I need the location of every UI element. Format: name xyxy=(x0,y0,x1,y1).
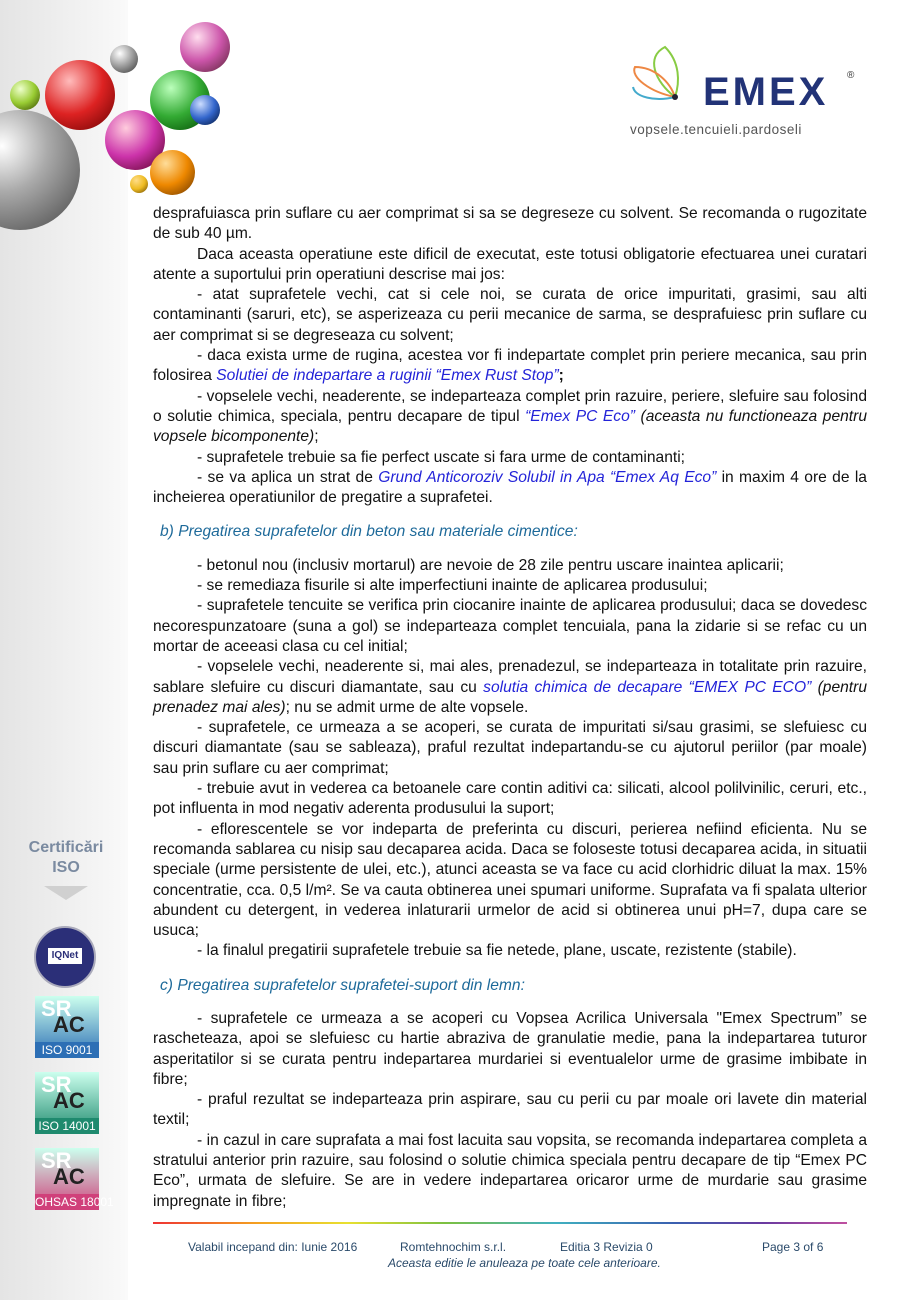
footer-note: Aceasta editie le anuleaza pe toate cele anterioare. xyxy=(388,1256,661,1270)
footer-valid: Valabil incepand din: Iunie 2016 xyxy=(188,1240,358,1254)
paragraph xyxy=(153,1131,867,1212)
text-run: - se remediaza fisurile si alte imperfectiuni inainte de aplicarea produsului; xyxy=(197,577,708,595)
badge-ac: AC xyxy=(53,1012,85,1037)
text-run: - atat suprafetele vechi, cat si cele noi, se curata de orice impuritati, grasimi, sau alti contaminanti (saruri, etc), se asperizeaza cu perii mecanice de sarma, se desprafuiesc prin suflare cu aer comprimat si se degreseaza cu solvent; xyxy=(153,286,867,344)
emex-logo: EMEX ® vopsele.tencuieli.pardoseli xyxy=(625,40,865,140)
paragraph xyxy=(153,657,867,718)
text-run: - suprafetele trebuie sa fie perfect uscate si fara urme de contaminanti; xyxy=(197,448,685,466)
cert-subtitle: ISO xyxy=(52,859,80,876)
paragraph xyxy=(153,576,867,596)
butterfly-icon xyxy=(625,42,695,112)
text-run: Daca aceasta operatiune este dificil de executat, este totusi obligatorie efectuarea unei curatari atente a suportului prin operatiuni descrise mai jos: xyxy=(153,245,867,283)
paragraph xyxy=(153,285,867,346)
text-run: (aceasta nu functioneaza pentru vopsele bicomponente) xyxy=(153,407,867,446)
paragraph xyxy=(153,779,867,820)
text-run: (pentru prenadez mai ales) xyxy=(153,678,867,716)
paragraph xyxy=(153,204,867,245)
text-run: - vopselele vechi, neaderente, se indeparteaza complet prin razuire, periere, slefuire sau folosind o solutie chimica, speciala, pentru decapare de tipul xyxy=(153,387,867,425)
text-run: - daca exista urme de rugina, acestea vor fi indepartate complet prin periere mecanica, sau prin folosirea xyxy=(153,347,867,385)
text-run: - trebuie avut in vederea ca betoanele care contin aditivi ca: silicati, alcool polilvinilic, ceruri, etc., pot influenta in mod negativ aderenta produsului la suport; xyxy=(153,780,867,818)
paragraph xyxy=(153,346,867,387)
text-run: - suprafetele, ce urmeaza a se acoperi, se curata de impuritati si/sau grasimi, se slefuiesc cu discuri diamantate (sau se sableaza), praful rezultat indepartandu-se cu ajutorul periilor (par moale) sau prin suflare cu aer comprimat; xyxy=(153,719,867,777)
badge-sr: SR xyxy=(41,1148,72,1173)
paragraph xyxy=(153,596,867,657)
section-heading xyxy=(160,522,867,542)
badge-ac: AC xyxy=(53,1164,85,1189)
text-run: c) Pregatirea suprafetelor suprafetei-suport din lemn: xyxy=(160,976,525,994)
paragraph xyxy=(153,1009,867,1090)
paragraph xyxy=(153,1090,867,1131)
badge-sr: SR xyxy=(41,996,72,1021)
badge-sr: SR xyxy=(41,1072,72,1097)
text-run: b) Pregatirea suprafetelor din beton sau materiale cimentice: xyxy=(160,523,578,541)
product-link[interactable]: solutia chimica de decapare “EMEX PC ECO” xyxy=(483,678,812,696)
text-run: ; xyxy=(558,367,564,385)
text-run: ; xyxy=(314,428,319,446)
text-run: - betonul nou (inclusiv mortarul) are nevoie de 28 zile pentru uscare inaintea aplicarii; xyxy=(197,556,784,574)
footer-rule xyxy=(153,1222,847,1224)
paragraph xyxy=(153,556,867,576)
paragraph xyxy=(153,941,867,961)
cert-title: Certificări xyxy=(28,839,104,856)
text-run: - praful rezultat se indeparteaza prin aspirare, sau cu perii cu par moale ori lavete din material textil; xyxy=(153,1091,867,1129)
badge-label: OHSAS 18001 xyxy=(35,1195,114,1209)
srac-cert-badge xyxy=(35,1148,114,1210)
badge-label: ISO 9001 xyxy=(35,1042,99,1058)
product-link[interactable]: Solutiei de indepartare a ruginii “Emex Rust Stop” xyxy=(216,367,559,385)
paragraph xyxy=(153,718,867,779)
text-run: ; nu se admit urme de alte vopsele. xyxy=(285,698,529,716)
text-run: in maxim 4 ore de la incheierea operatiunilor de pregatire a suprafetei. xyxy=(153,468,867,507)
text-run: - se va aplica un strat de xyxy=(197,468,379,486)
text-run: desprafuiasca prin suflare cu aer comprimat si sa se degreseze cu solvent. Se recomanda o rugozitate de sub 40 µm. xyxy=(153,205,867,243)
paragraph xyxy=(153,820,867,942)
arrow-down-icon xyxy=(44,886,88,900)
badge-ac: AC xyxy=(53,1088,85,1113)
badge-label: ISO 14001 xyxy=(35,1118,99,1134)
paragraph xyxy=(153,448,867,468)
iqnet-badge: IQNet xyxy=(34,926,96,988)
text-run: - eflorescentele se vor indeparta de preferinta cu discuri, perierea nefiind eficienta. Nu se recomanda sablarea cu nisip sau decaparea acida. Daca se foloseste totusi decaparea acida, in situatii speciale (urme persistente de ulei, etc.), atunci aceasta se va face cu acid clorhidric diluat la max. 15% concentratie, cca. 0,5 l/m². Se va cauta obtinerea unei spumari uniforme. Suprafata va fi spalata ulterior abundent cu detergent, in vederea inlaturarii urmelor de acid si obtinerea unui pH=7, dupa care se usuca; xyxy=(153,820,867,940)
text-run: - la finalul pregatirii suprafetele trebuie sa fie netede, plane, uscate, rezistente (stabile). xyxy=(197,942,797,960)
footer-company: Romtehnochim s.r.l. xyxy=(400,1240,507,1254)
footer-edition: Editia 3 Revizia 0 xyxy=(560,1240,653,1254)
paragraph xyxy=(153,387,867,448)
text-run: - suprafetele ce urmeaza a se acoperi cu Vopsea Acrilica Universala "Emex Spectrum” se rascheteaza, apoi se slefuiesc cu hartie abraziva de granulatie medie, pana la indepartarea tuturor asperitatilor si se curata pentru indepartarea murdariei si eventualelor urme de grasime imbibate in fibre; xyxy=(153,1009,867,1088)
product-link[interactable]: Grund Anticoroziv Solubil in Apa “Emex Aq Eco” xyxy=(378,468,717,486)
paragraph xyxy=(153,245,867,286)
text-run: - suprafetele tencuite se verifica prin ciocanire inainte de aplicarea produsului; daca se dovedesc necorespunzatoare (suna a gol) se indeparteaza complet tencuiala, pana la zidarie si se refac cu un mortar de aceeasi clasa cu cel initial; xyxy=(153,597,867,655)
srac-cert-badge xyxy=(35,1072,99,1134)
document-body xyxy=(153,204,867,1212)
text-run: - vopselele vechi, neaderente si, mai ales, prenadezul, se indeparteaza in totalitate prin razuire, sablare slefuire cu discuri diamantate, sau cu xyxy=(153,658,867,696)
product-link[interactable]: “Emex PC Eco” xyxy=(525,407,635,425)
section-heading xyxy=(160,976,867,996)
srac-cert-badge xyxy=(35,996,99,1058)
paragraph xyxy=(153,468,867,509)
text-run: - in cazul in care suprafata a mai fost lacuita sau vopsita, se recomanda indepartarea completa a stratului anterior prin razuire, sau folosind o solutie chimica speciala pentru decapare de tip “Emex PC Eco”, urmata de slefuire. Se are in vedere indepartarea oricaror urme de murdarie sau grasime impregnate in fibre; xyxy=(153,1131,867,1210)
footer-page: Page 3 of 6 xyxy=(762,1240,824,1254)
